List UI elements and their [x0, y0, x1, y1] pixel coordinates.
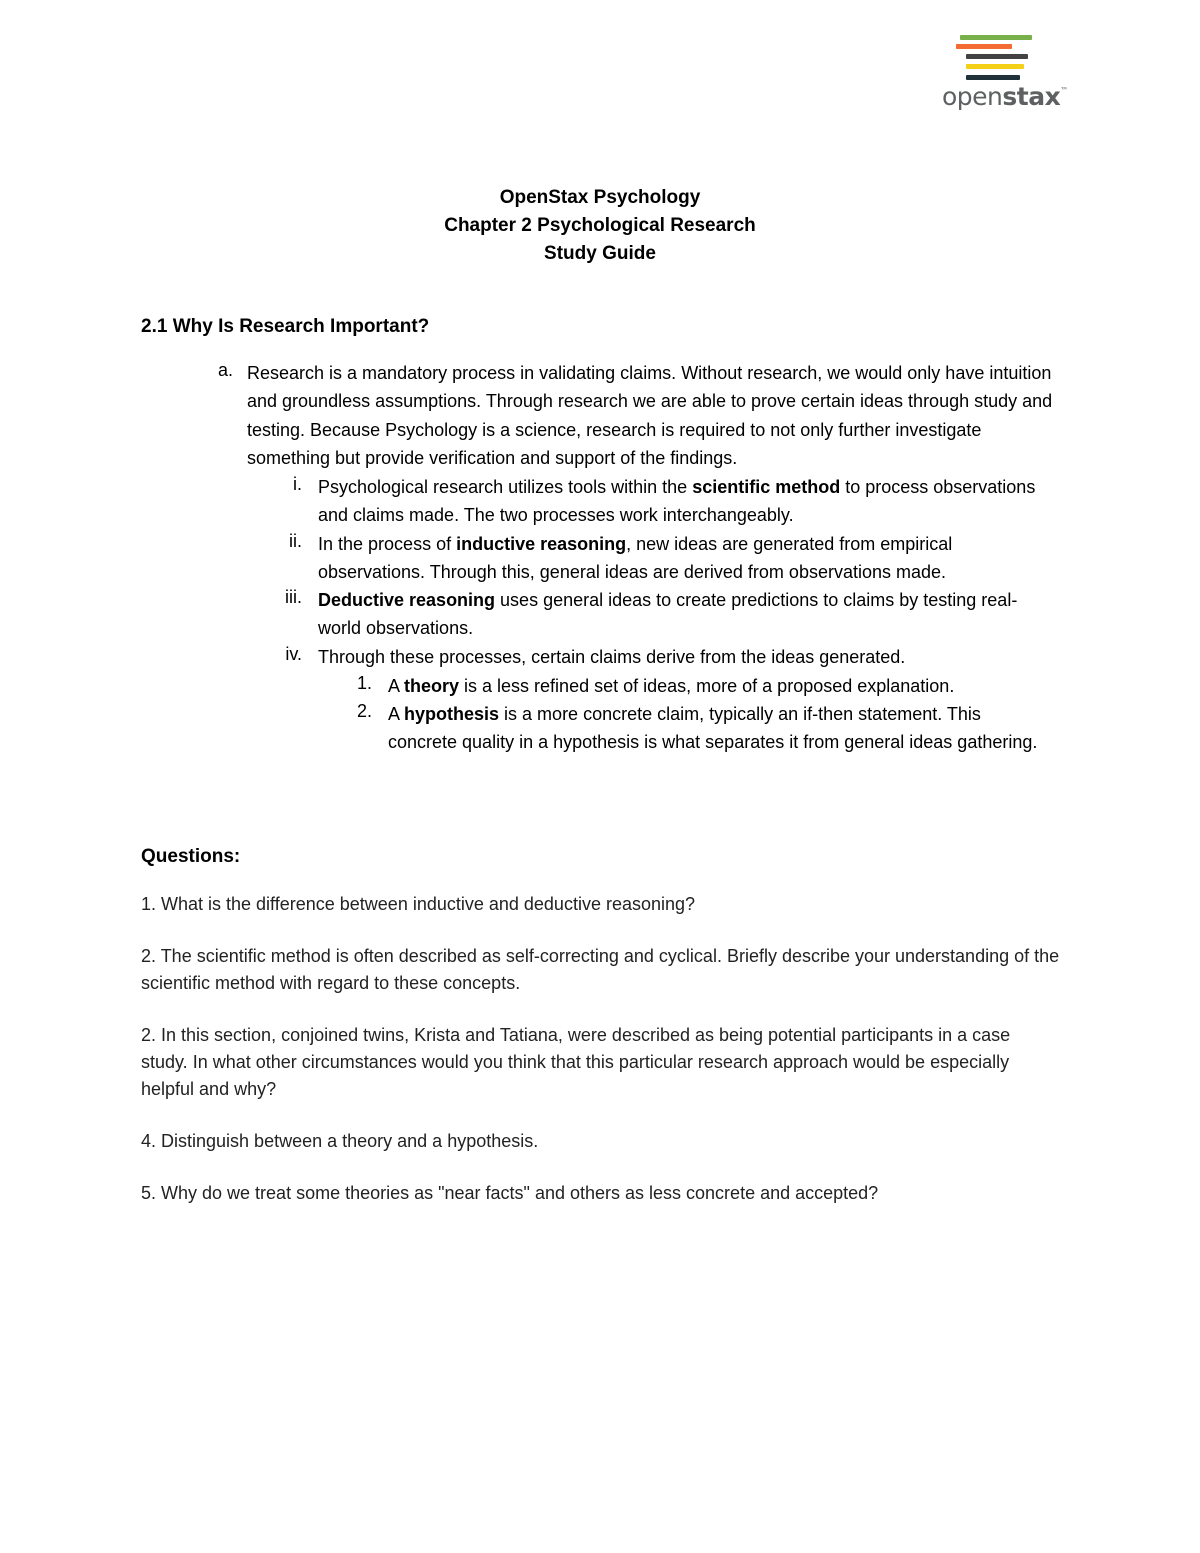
question-5: 5. Why do we treat some theories as "near facts" and others as less concrete and accepted? [141, 1183, 879, 1203]
list-marker: iii. [285, 587, 302, 607]
key-term: inductive reasoning [456, 534, 627, 554]
list-marker: a. [217, 360, 233, 380]
question-3: 2. In this section, conjoined twins, Krista and Tatiana, were described as being potential participants in a case study. In what other circumstances would you think that this particular research approach would be especially helpful and why? [141, 1025, 1011, 1099]
question-2: 2. The scientific method is often described as self-correcting and cyclical. Briefly describe your understanding of the scientific method with regard to these concepts. [141, 946, 1060, 993]
key-term: hypothesis [404, 704, 500, 724]
list-item: A theory is a less refined set of ideas, more of a proposed explanation. [388, 676, 955, 696]
list-marker: 1. [356, 673, 372, 693]
logo-wordmark: openstax™ [942, 82, 1068, 111]
list-marker: i. [293, 474, 302, 494]
logo-stripe [960, 35, 1032, 40]
chapter-title: Chapter 2 Psychological Research [444, 215, 756, 236]
section-heading: 2.1 Why Is Research Important? [141, 316, 430, 337]
questions-heading: Questions: [141, 846, 241, 867]
list-item: Psychological research utilizes tools within the scientific method to process observations and claims made. The two processes work interchangeably. [318, 477, 1036, 526]
list-marker: iv. [285, 644, 302, 664]
question-1: 1. What is the difference between inductive and deductive reasoning? [141, 894, 696, 914]
list-item: Through these processes, certain claims derive from the ideas generated. [318, 647, 906, 667]
key-term: theory [404, 676, 460, 696]
document-title: OpenStax Psychology [499, 187, 701, 208]
list-marker: 2. [356, 701, 372, 721]
list-item: A hypothesis is a more concrete claim, typically an if-then statement. This concrete quality in a hypothesis is what separates it from general ideas gathering. [388, 704, 1038, 753]
list-item: In the process of inductive reasoning, new ideas are generated from empirical observations. Through this, general ideas are derived from observations made. [318, 534, 953, 583]
openstax-logo [940, 30, 1070, 120]
list-marker: ii. [289, 531, 302, 551]
list-item: Deductive reasoning uses general ideas to create predictions to claims by testing real-world observations. [318, 590, 1018, 639]
key-term: scientific method [692, 477, 841, 497]
logo-stripe [966, 54, 1028, 59]
document-subtitle: Study Guide [544, 243, 656, 264]
question-4: 4. Distinguish between a theory and a hypothesis. [141, 1131, 539, 1151]
logo-stripe [956, 44, 1012, 49]
list-item: Research is a mandatory process in validating claims. Without research, we would only have intuition and groundless assumptions. Through research we are able to prove certain ideas through study and testing. Because Psychology is a science, research is required to not only further investigate something but provide verification and support of the findings. [247, 363, 1053, 469]
logo-stripe [966, 64, 1024, 69]
logo-stripe [966, 75, 1020, 80]
key-term: Deductive reasoning [318, 590, 496, 610]
